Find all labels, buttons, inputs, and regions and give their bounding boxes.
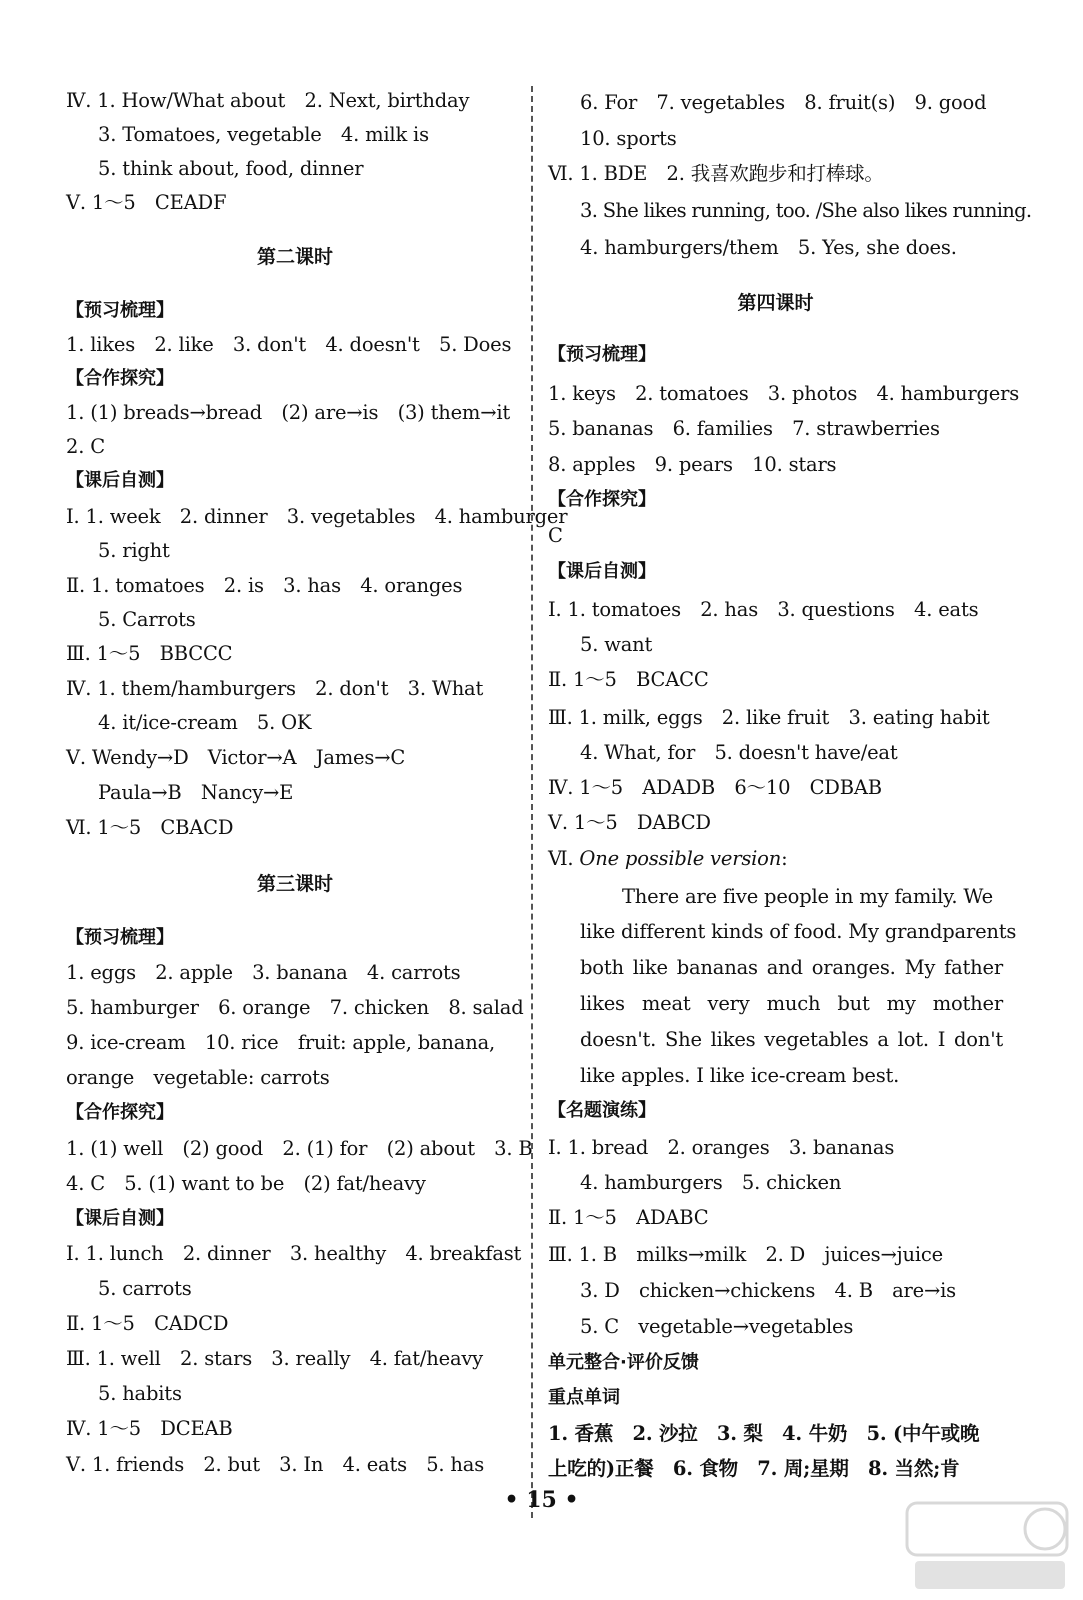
section-heading: 【预习梳理】 <box>66 927 174 948</box>
answer-line: 1. 香蕉 2. 沙拉 3. 梨 4. 牛奶 5. (中午或晚 <box>548 1422 980 1445</box>
answer-line: C <box>548 524 563 547</box>
answer-line: 3. Tomatoes, vegetable 4. milk is <box>98 123 429 146</box>
answer-line: 3. She likes running, too. /She also likes running. <box>580 199 1032 222</box>
essay-line: like apples. I like ice-cream best. <box>580 1064 900 1087</box>
answer-line: 3. D chicken→chickens 4. B are→is <box>580 1279 956 1302</box>
answer-line: orange vegetable: carrots <box>66 1066 330 1089</box>
answer-line: 5. bananas 6. families 7. strawberries <box>548 417 940 440</box>
answer-line: 4. it/ice-cream 5. OK <box>98 711 312 734</box>
answer-line: Ⅴ. Wendy→D Victor→A James→C <box>66 746 406 769</box>
answer-line: 1. (1) breads→bread (2) are→is (3) them→it <box>66 401 511 424</box>
answer-line: 10. sports <box>580 127 677 150</box>
answer-line: Ⅴ. 1～5 CEADF <box>66 191 227 214</box>
answer-line: 5. Carrots <box>98 608 196 631</box>
item-label: Ⅵ. <box>548 847 580 870</box>
answer-line: 1. keys 2. tomatoes 3. photos 4. hamburgers <box>548 382 1020 405</box>
page-number: • 15 • <box>504 1487 579 1513</box>
answer-line: Ⅳ. 1. them/hamburgers 2. don't 3. What <box>66 677 484 700</box>
essay-line: There are five people in my family. We <box>622 885 994 908</box>
answer-line: 5. think about, food, dinner <box>98 157 364 180</box>
essay-line: both like bananas and oranges. My father <box>580 956 1003 979</box>
answer-line: Ⅲ. 1～5 BBCCC <box>66 642 233 665</box>
colon: : <box>781 847 788 870</box>
section-heading: 【课后自测】 <box>548 561 656 582</box>
answer-line: 4. hamburgers/them 5. Yes, she does. <box>580 236 957 259</box>
answer-line: 1. (1) well (2) good 2. (1) for (2) about 3. B <box>66 1137 533 1160</box>
answer-line: 1. likes 2. like 3. don't 4. doesn't 5. Does <box>66 333 512 356</box>
answer-line <box>548 846 787 872</box>
section-title: 第二课时 <box>256 246 333 268</box>
answer-line: Paula→B Nancy→E <box>98 781 294 804</box>
answer-line: Ⅱ. 1～5 BCACC <box>548 668 709 691</box>
section-heading: 【合作探究】 <box>66 368 174 389</box>
section-heading: 【预习梳理】 <box>66 300 174 321</box>
answer-line: Ⅱ. 1～5 ADABC <box>548 1206 709 1229</box>
section-heading: 【名题演练】 <box>548 1100 656 1121</box>
answer-line: 8. apples 9. pears 10. stars <box>548 453 837 476</box>
section-heading: 【课后自测】 <box>66 1208 174 1229</box>
answer-line: 5. want <box>580 633 653 656</box>
section-heading: 【课后自测】 <box>66 470 174 491</box>
answer-line: Ⅲ. 1. milk, eggs 2. like fruit 3. eating habit <box>548 706 990 729</box>
answer-line: 4. What, for 5. doesn't have/eat <box>580 741 898 764</box>
answer-line: Ⅰ. 1. lunch 2. dinner 3. healthy 4. breakfast <box>66 1242 522 1265</box>
watermark-logo <box>905 1499 1075 1594</box>
answer-line: Ⅳ. 1. How/What about 2. Next, birthday <box>66 89 470 112</box>
essay-line: likes meat very much but my mother <box>580 992 1003 1015</box>
answer-line: 6. For 7. vegetables 8. fruit(s) 9. good <box>580 91 987 114</box>
answer-line: 4. C 5. (1) want to be (2) fat/heavy <box>66 1172 426 1195</box>
answer-line: Ⅱ. 1. tomatoes 2. is 3. has 4. oranges <box>66 574 463 597</box>
essay-line: doesn't. She likes vegetables a lot. I don't <box>580 1028 1003 1051</box>
answer-line: Ⅰ. 1. week 2. dinner 3. vegetables 4. hamburger <box>66 505 568 528</box>
answer-line: Ⅲ. 1. well 2. stars 3. really 4. fat/heavy <box>66 1347 484 1370</box>
answer-line: 5. habits <box>98 1382 182 1405</box>
answer-line: 4. hamburgers 5. chicken <box>580 1171 842 1194</box>
answer-line: Ⅰ. 1. bread 2. oranges 3. bananas <box>548 1136 895 1159</box>
answer-line: Ⅴ. 1. friends 2. but 3. In 4. eats 5. has <box>66 1453 485 1476</box>
answer-line: 5. carrots <box>98 1277 192 1300</box>
answer-line: Ⅱ. 1～5 CADCD <box>66 1312 229 1335</box>
answer-line: Ⅵ. 1～5 CBACD <box>66 816 234 839</box>
answer-line: 5. right <box>98 539 170 562</box>
answer-line: 上吃的)正餐 6. 食物 7. 周;星期 8. 当然;肯 <box>548 1457 960 1480</box>
answer-line: Ⅵ. 1. BDE 2. 我喜欢跑步和打棒球。 <box>548 162 884 185</box>
section-heading: 【合作探究】 <box>66 1102 174 1123</box>
answer-line: 2. C <box>66 435 105 458</box>
section-heading: 【合作探究】 <box>548 489 656 510</box>
answer-line: 1. eggs 2. apple 3. banana 4. carrots <box>66 961 461 984</box>
answer-line: Ⅳ. 1～5 DCEAB <box>66 1417 233 1440</box>
section-heading: 单元整合·评价反馈 <box>548 1352 699 1373</box>
section-heading: 【预习梳理】 <box>548 344 656 365</box>
answer-line: Ⅴ. 1～5 DABCD <box>548 811 711 834</box>
answer-line: 5. hamburger 6. orange 7. chicken 8. salad <box>66 996 524 1019</box>
section-title: 第四课时 <box>737 292 814 314</box>
answer-line: 5. C vegetable→vegetables <box>580 1315 854 1338</box>
column-divider <box>531 86 533 1518</box>
answer-line: Ⅲ. 1. B milks→milk 2. D juices→juice <box>548 1243 943 1266</box>
answer-line: 9. ice-cream 10. rice fruit: apple, banana, <box>66 1031 495 1054</box>
answer-line: Ⅰ. 1. tomatoes 2. has 3. questions 4. eats <box>548 598 979 621</box>
answer-line: Ⅳ. 1～5 ADADB 6～10 CDBAB <box>548 776 882 799</box>
section-title: 第三课时 <box>256 873 333 895</box>
italic-note: One possible version <box>579 847 782 870</box>
essay-line: like different kinds of food. My grandparents <box>580 920 1017 943</box>
section-heading: 重点单词 <box>548 1387 620 1408</box>
